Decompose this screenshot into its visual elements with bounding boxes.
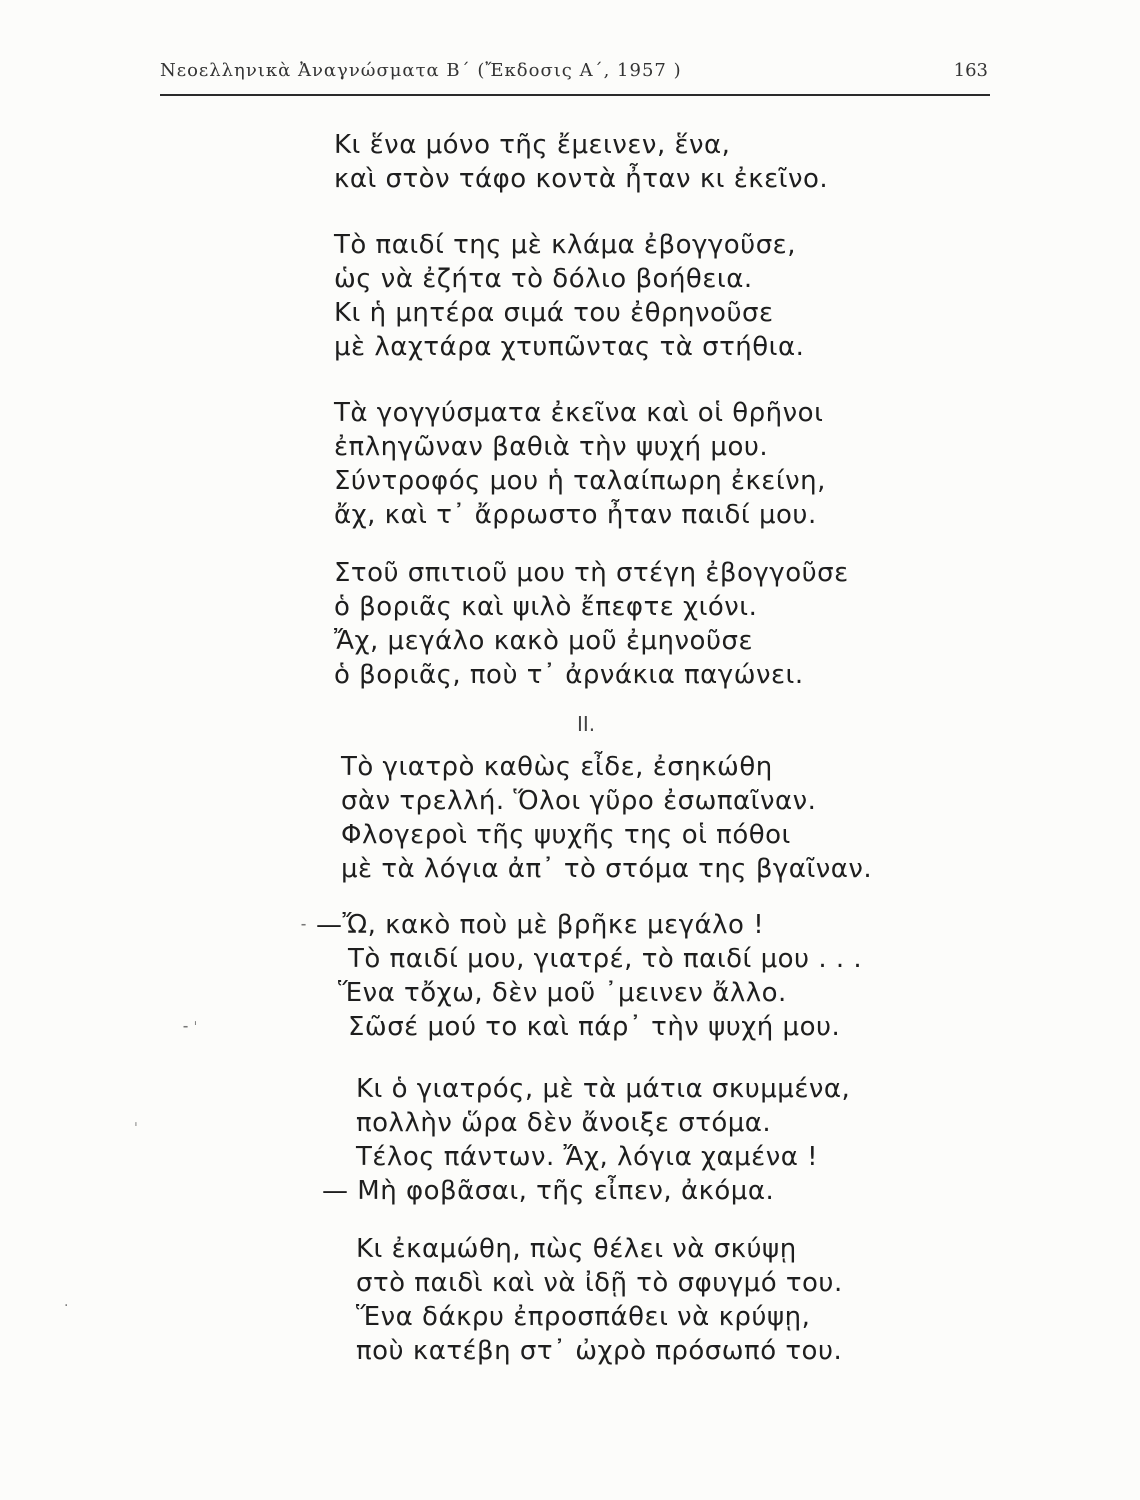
stanza-7 — [322, 1072, 850, 1208]
stanza-4 — [334, 556, 849, 692]
poem-line: ἐπληγῶναν βαθιὰ τὴν ψυχή μου. — [334, 432, 769, 462]
poem-line: καὶ στὸν τάφο κοντὰ ἦταν κι ἐκεῖνο. — [334, 164, 829, 194]
stanza-2 — [334, 228, 804, 364]
poem-line: Τὸ παιδί μου, γιατρέ, τὸ παιδί μου . . . — [348, 944, 863, 974]
poem-line: Ἄχ, μεγάλο κακὸ μοῦ ἐμηνοῦσε — [334, 626, 754, 656]
poem-line: Τὸ γιατρὸ καθὼς εἶδε, ἐσηκώθη — [341, 752, 773, 782]
section-mark: II. — [577, 712, 596, 736]
poem-line: Τὰ γογγύσματα ἐκεῖνα καὶ οἱ θρῆνοι — [334, 398, 824, 428]
poem-line: Κι ἕνα μόνο τῆς ἔμεινεν, ἕνα, — [334, 130, 731, 160]
poem-line: ὡς νὰ ἐζήτα τὸ δόλιο βοήθεια. — [334, 264, 753, 294]
poem-line: μὲ λαχτάρα χτυπῶντας τὰ στήθια. — [334, 332, 805, 362]
poem-line: Σύντροφός μου ἡ ταλαίπωρη ἐκείνη, — [334, 466, 826, 496]
stanza-5 — [341, 750, 872, 886]
poem-line: ὁ βοριᾶς καὶ ψιλὸ ἔπεφτε χιόνι. — [334, 592, 758, 622]
page-header — [160, 60, 990, 96]
poem-line: πολλὴν ὥρα δὲν ἄνοιξε στόμα. — [356, 1108, 772, 1138]
margin-speck: ⁃ ˈ — [182, 1020, 198, 1036]
margin-speck: ⁃ — [300, 918, 307, 934]
poem-line: σὰν τρελλή. Ὅλοι γῦρο ἐσωπαῖναν. — [341, 786, 817, 816]
poem-line: Τέλος πάντων. Ἄχ, λόγια χαμένα ! — [356, 1142, 819, 1172]
poem-line: ὁ βοριᾶς, ποὺ τ᾽ ἀρνάκια παγώνει. — [334, 660, 804, 690]
poem-line: Κι ὁ γιατρός, μὲ τὰ μάτια σκυμμένα, — [356, 1074, 851, 1104]
poem-line: ποὺ κατέβη στ᾽ ὠχρὸ πρόσωπό του. — [356, 1336, 843, 1366]
stanza-1 — [334, 128, 828, 196]
margin-speck: ˌ — [134, 1112, 138, 1128]
poem-line: Ἕνα τὄχω, δὲν μοῦ ᾽μεινεν ἄλλο. — [338, 978, 787, 1008]
running-title: Νεοελληνικὰ Ἀναγνώσματα Β΄ (Ἔκδοσις Α΄, 1957 ) — [160, 60, 682, 81]
stanza-3 — [334, 396, 826, 532]
poem-line: Κι ἡ μητέρα σιμά του ἐθρηνοῦσε — [334, 298, 774, 328]
poem-line: Ἕνα δάκρυ ἐπροσπάθει νὰ κρύψῃ, — [356, 1302, 811, 1332]
poem-line: στὸ παιδὶ καὶ νὰ ἰδῇ τὸ σφυγμό του. — [356, 1268, 843, 1298]
poem-line: Φλογεροὶ τῆς ψυχῆς της οἱ πόθοι — [341, 820, 791, 850]
stanza-8 — [356, 1232, 843, 1368]
stanza-6 — [316, 908, 862, 1044]
page-number: 163 — [953, 60, 988, 81]
poem-line: Τὸ παιδί της μὲ κλάμα ἐβογγοῦσε, — [334, 230, 796, 260]
poem-line: Κι ἐκαμώθη, πὼς θέλει νὰ σκύψῃ — [356, 1234, 797, 1264]
poem-line: Σῶσέ μού το καὶ πάρ᾽ τὴν ψυχή μου. — [348, 1012, 841, 1042]
poem-line: μὲ τὰ λόγια ἀπ᾽ τὸ στόμα της βγαῖναν. — [341, 854, 873, 884]
poem-line: ἄχ, καὶ τ᾽ ἄρρωστο ἦταν παιδί μου. — [334, 500, 817, 530]
poem-line: —Ὤ, κακὸ ποὺ μὲ βρῆκε μεγάλο ! — [316, 910, 765, 940]
poem-line: — Μὴ φοβᾶσαι, τῆς εἶπεν, ἀκόμα. — [322, 1176, 775, 1206]
margin-speck: · — [64, 1298, 69, 1314]
poem-line: Στοῦ σπιτιοῦ μου τὴ στέγη ἐβογγοῦσε — [334, 558, 849, 588]
